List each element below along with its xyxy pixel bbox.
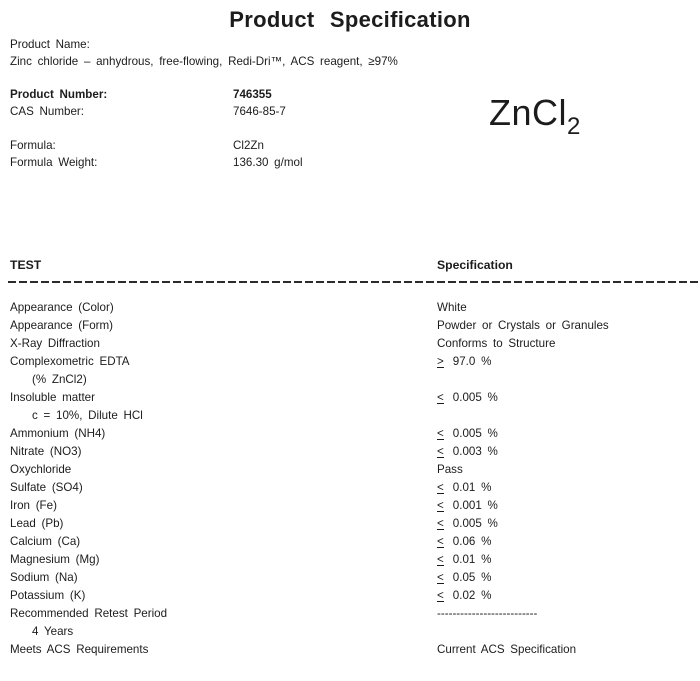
chemical-formula-subscript: 2 [567,113,581,140]
table-row [10,553,700,571]
spec-cell [437,535,700,548]
table-row [10,535,700,553]
chemical-formula-main: ZnCl [489,92,568,133]
spec-operator: < [437,589,444,602]
table-row [10,625,700,643]
table-row [10,355,700,373]
spec-cell [437,553,700,566]
spec-value: 0.01 % [452,553,492,566]
spec-cell [437,337,700,350]
spec-operator: < [437,535,444,548]
spec-value: 0.003 % [452,445,498,458]
test-column-header: TEST [10,258,42,272]
test-cell: Ammonium (NH4) [10,427,106,440]
spec-cell [437,589,700,602]
product-name-label: Product Name: [10,38,90,51]
formula-weight-value: 136.30 g/mol [233,156,303,169]
product-name-value: Zinc chloride – anhydrous, free-flowing, Redi-Dri™, ACS reagent, ≥97% [10,55,398,68]
product-number-value: 746355 [233,88,272,101]
table-row [10,481,700,499]
spec-value: Pass [437,463,463,476]
spec-value: 0.05 % [452,571,492,584]
spec-operator: < [437,517,444,530]
table-row [10,643,700,661]
test-cell: Insoluble matter [10,391,95,404]
table-row [10,337,700,355]
table-row [10,373,700,391]
cas-number-label: CAS Number: [10,105,85,118]
test-cell: Recommended Retest Period [10,607,168,620]
table-row [10,319,700,337]
table-row [10,499,700,517]
formula-value: Cl2Zn [233,139,264,152]
spec-value: 0.005 % [452,517,498,530]
test-cell: X-Ray Diffraction [10,337,100,350]
test-cell: Potassium (K) [10,589,86,602]
spec-value: 0.005 % [452,427,498,440]
spec-operator: < [437,427,444,440]
table-row [10,589,700,607]
spec-operator: < [437,571,444,584]
spec-value: Current ACS Specification [437,643,577,656]
specification-column-header: Specification [437,258,513,272]
spec-cell [437,445,700,458]
test-cell: Magnesium (Mg) [10,553,100,566]
spec-cell [437,319,700,332]
spec-cell [437,643,700,656]
spec-cell [437,391,700,404]
chemical-structure-formula [489,92,581,141]
test-cell: Appearance (Form) [10,319,114,332]
table-row [10,391,700,409]
table-row [10,463,700,481]
spec-table-body [10,301,700,661]
test-cell: Calcium (Ca) [10,535,81,548]
table-row [10,301,700,319]
test-cell: Meets ACS Requirements [10,643,149,656]
spec-cell [437,463,700,476]
spec-cell [437,499,700,512]
test-cell: 4 Years [32,625,74,638]
formula-weight-label: Formula Weight: [10,156,98,169]
spec-cell [437,355,700,368]
spec-operator: < [437,499,444,512]
test-cell: Appearance (Color) [10,301,114,314]
spec-operator: < [437,481,444,494]
spec-value: Powder or Crystals or Granules [437,319,609,332]
product-number-label: Product Number: [10,88,108,101]
formula-label: Formula: [10,139,56,152]
test-cell: Iron (Fe) [10,499,57,512]
header-divider-rule [8,281,700,283]
test-cell: Oxychloride [10,463,72,476]
test-cell: c = 10%, Dilute HCl [32,409,143,422]
test-cell: (% ZnCl2) [32,373,87,386]
table-row [10,445,700,463]
table-row [10,427,700,445]
spec-value: 0.06 % [452,535,492,548]
test-cell: Sulfate (SO4) [10,481,83,494]
spec-cell [437,607,700,620]
table-row [10,409,700,427]
test-cell: Sodium (Na) [10,571,78,584]
spec-operator: < [437,391,444,404]
spec-value: 0.02 % [452,589,492,602]
cas-number-value: 7646-85-7 [233,105,286,118]
spec-value: White [437,301,467,314]
table-row [10,517,700,535]
test-cell: Complexometric EDTA [10,355,130,368]
spec-value: 97.0 % [452,355,492,368]
spec-value: Conforms to Structure [437,337,556,350]
test-cell: Lead (Pb) [10,517,64,530]
test-cell: Nitrate (NO3) [10,445,82,458]
spec-value: 0.005 % [452,391,498,404]
spec-operator: > [437,355,444,368]
spec-cell [437,301,700,314]
table-row [10,607,700,625]
page-title: Product Specification [229,7,471,32]
spec-cell [437,571,700,584]
spec-operator: < [437,445,444,458]
spec-cell [437,517,700,530]
spec-value: 0.01 % [452,481,492,494]
spec-value: -------------------------- [437,607,538,620]
spec-value: 0.001 % [452,499,498,512]
spec-cell [437,481,700,494]
table-row [10,571,700,589]
spec-operator: < [437,553,444,566]
spec-cell [437,427,700,440]
